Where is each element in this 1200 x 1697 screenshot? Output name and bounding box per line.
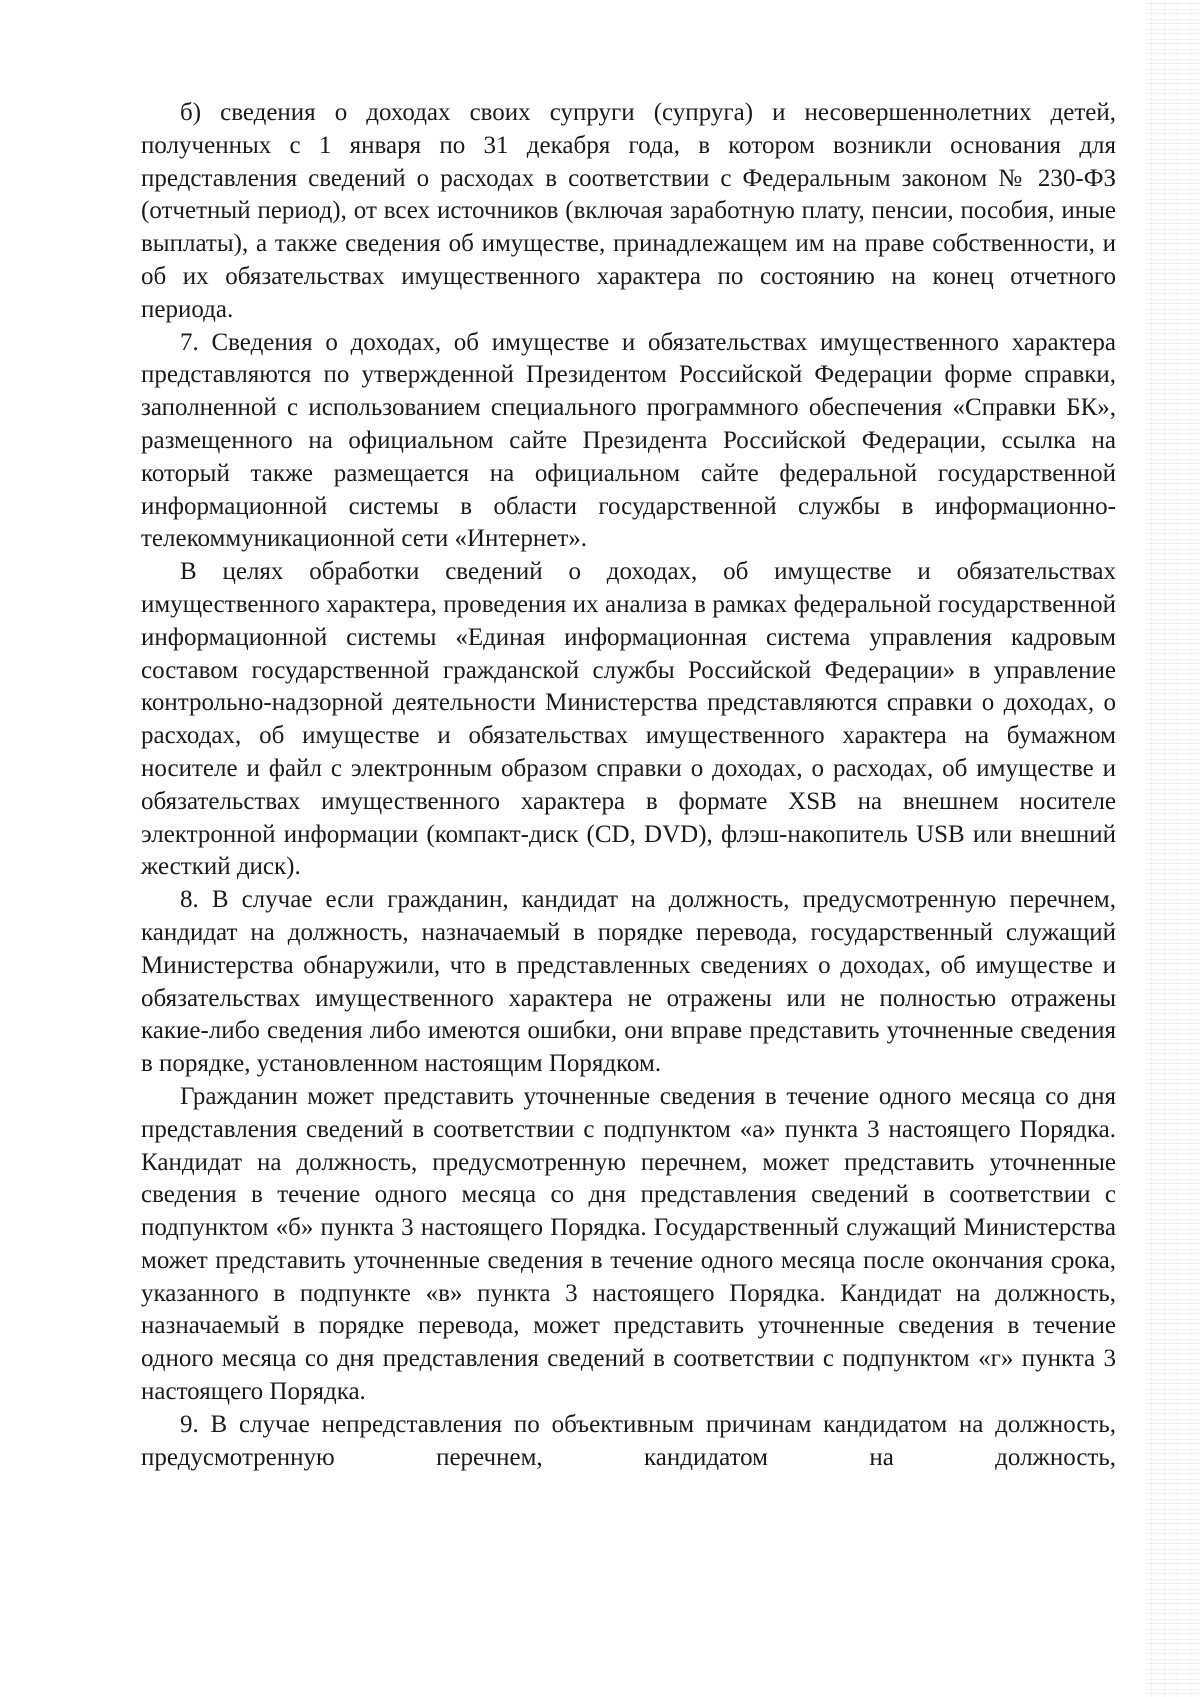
paragraph-8	[141, 884, 1116, 1081]
text-line: для представления сведений о расходах в соответствии с Федеральным законом	[141, 131, 1117, 192]
text-line: б) сведения о доходах своих супруги (супруга) и несовершеннолетних детей,	[180, 99, 1116, 126]
text-line: представления сведений в соответствии с подпунктом «г» пункта 3 настоящего	[141, 1345, 1116, 1406]
text-line: Порядка.	[269, 1378, 366, 1406]
text-line: имущественного характера, проведения их анализа в рамках федеральной	[141, 590, 932, 618]
scan-edge-artifact	[1146, 0, 1200, 1697]
text-line: представляются справки о доходах, о расходах, об имуществе и обязательствах	[141, 689, 1117, 750]
text-line: государственной службы в информационно-телекоммуникационной сети	[141, 492, 1116, 553]
text-line: настоящим Порядком.	[424, 1050, 662, 1078]
text-line: характера представляются по утвержденной Президентом Российской Федерации	[141, 328, 1117, 389]
text-line: сведения в течение одного месяца после окончания срока, указанного в подпункте	[141, 1246, 1117, 1307]
text-line: Гражданин может представить уточненные сведения в течение одного месяца	[180, 1082, 1036, 1110]
text-line: 8. В случае если гражданин, кандидат на должность, предусмотренную	[180, 886, 997, 914]
text-line: ошибки, они вправе представить уточненные сведения в порядке, установленном	[141, 1017, 1116, 1078]
text-line: Российской Федерации, ссылка на который также размещается на официальном	[141, 426, 1117, 487]
text-line: настоящего Порядка. Кандидат на должность, предусмотренную перечнем, может	[141, 1115, 1117, 1176]
text-line: имущественного характера на бумажном носителе и файл с электронным образом	[141, 722, 1116, 782]
text-line: № 230-ФЗ (отчетный период), от всех источников (включая заработную плату,	[141, 164, 1117, 225]
text-line: форме справки, заполненной с использованием специального программного	[141, 361, 1117, 422]
paragraph-9	[141, 1409, 1116, 1475]
text-line: сайте федеральной государственной информационной системы в области	[141, 459, 1116, 520]
text-line: не отражены или не полностью отражены какие-либо сведения либо имеются	[141, 984, 1117, 1045]
text-line: управления кадровым составом государственной гражданской службы Российской	[141, 623, 1117, 684]
text-line: «в» пункта 3 настоящего Порядка. Кандидат на должность, назначаемый в порядке	[141, 1279, 1117, 1340]
text-line: Федерации» в управление контрольно-надзорной деятельности Министерства	[141, 656, 1117, 717]
text-line: характера в формате XSB на внешнем носителе электронной информации	[141, 787, 1117, 848]
text-line: 7. Сведения о доходах, об имуществе и обязательствах имущественного	[180, 328, 999, 356]
text-line: государственной информационной системы «Единая информационная система	[141, 590, 1116, 651]
text-line: перевода, может представить уточненные сведения в течение одного месяца со дня	[141, 1312, 1117, 1373]
text-line: (компакт-диск (CD, DVD), флэш-накопитель USB или внешний жесткий диск).	[141, 820, 1116, 881]
paragraph-6b	[141, 97, 1116, 327]
paragraph-7-continued	[141, 556, 1116, 884]
text-line: справки о доходах, о расходах, об имуществе и обязательствах имущественного	[141, 754, 1116, 815]
text-line: государственный служащий Министерства обнаружили, что в представленных	[141, 918, 1117, 979]
text-line: перечнем, кандидат на должность, назначаемый в порядке перевода,	[141, 886, 1117, 946]
text-line: на должность, предусмотренную перечнем, кандидатом на должность,	[141, 1410, 1116, 1471]
document-body	[141, 97, 1116, 1474]
text-line: представить уточненные сведения в течение одного месяца со дня представления	[141, 1148, 1117, 1209]
text-line: 9. В случае непредставления по объективным причинам кандидатом	[180, 1410, 948, 1438]
paragraph-8-continued	[141, 1081, 1116, 1409]
text-line: Государственный служащий Министерства может представить уточненные	[141, 1214, 1116, 1274]
text-line: со дня представления сведений в соответствии с подпунктом «а» пункта 3	[141, 1082, 1117, 1143]
text-line: им на праве собственности, и об их обязательствах имущественного характера	[141, 230, 1116, 290]
text-line: сведениях о доходах, об имуществе и обязательствах имущественного характера	[141, 951, 1117, 1012]
text-line: пенсии, пособия, иные выплаты), а также сведения об имуществе, принадлежащем	[141, 197, 1116, 258]
text-line: «Интернет».	[454, 525, 588, 553]
text-line: В целях обработки сведений о доходах, об имуществе и обязательствах	[180, 558, 1116, 586]
text-line: по состоянию на конец отчетного периода.	[141, 262, 1116, 323]
text-line: обеспечения «Справки БК», размещенного на официальном сайте Президента	[141, 394, 1117, 454]
text-line: полученных с 1 января по 31 декабря года, в котором возникли основания	[141, 131, 1062, 159]
text-line: сведений в соответствии с подпунктом «б» пункта 3 настоящего Порядка.	[141, 1181, 1116, 1242]
paragraph-7	[141, 327, 1116, 557]
